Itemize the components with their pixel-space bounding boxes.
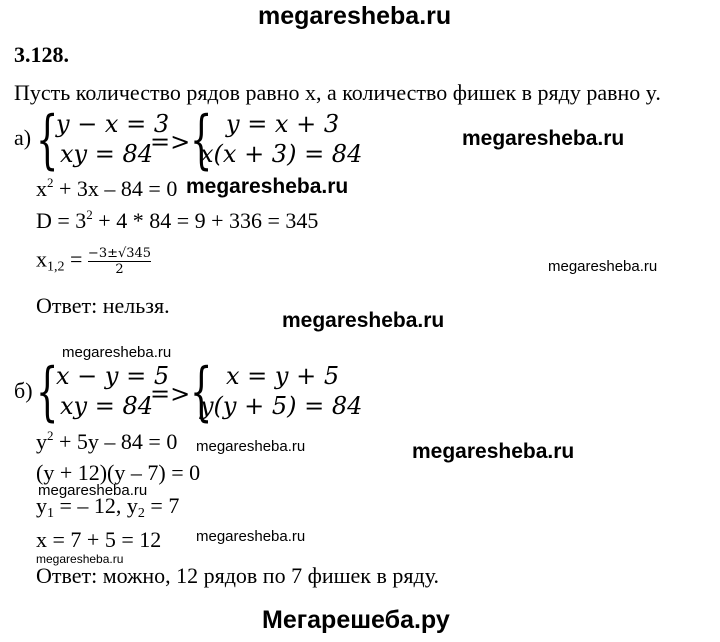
part-b-roots-var1: y bbox=[36, 493, 47, 518]
watermark-part-a-small: megaresheba.ru bbox=[548, 258, 658, 275]
part-b-roots-sub1: 1 bbox=[47, 506, 54, 521]
part-b-x-value: x = 7 + 5 = 12 bbox=[36, 527, 162, 552]
watermark-center: megaresheba.ru bbox=[282, 309, 445, 332]
problem-intro: Пусть количество рядов равно x, а количество фишек в ряду равно y. bbox=[14, 80, 661, 105]
part-a-discriminant-rest: + 4 * 84 = 9 + 336 = 345 bbox=[92, 208, 319, 233]
part-b-quadratic-exp: 2 bbox=[47, 428, 54, 443]
part-b-system1-brace: { bbox=[36, 355, 59, 429]
part-b-roots-end: = 7 bbox=[144, 493, 180, 518]
part-b-factored: (y + 12)(y – 7) = 0 bbox=[36, 460, 201, 485]
part-a-system2-top: y = x + 3 bbox=[226, 110, 340, 138]
part-a-implies-arrow: => bbox=[150, 128, 191, 156]
part-a-roots-numerator: −3±√345 bbox=[87, 246, 152, 261]
part-a-roots-sub: 1,2 bbox=[47, 259, 65, 275]
part-a-system2-brace: { bbox=[190, 103, 213, 177]
part-b-answer: Ответ: можно, 12 рядов по 7 фишек в ряду. bbox=[36, 563, 439, 588]
watermark-part-b-left: megaresheba.ru bbox=[38, 482, 148, 499]
part-a-label: а) bbox=[14, 125, 32, 150]
part-b-system1-bottom: xy = 84 bbox=[60, 392, 153, 420]
part-b-label: б) bbox=[14, 378, 33, 403]
watermark-part-b-tiny: megaresheba.ru bbox=[36, 552, 124, 566]
header-watermark: megaresheba.ru bbox=[258, 2, 452, 30]
part-a-quadratic-var: x bbox=[36, 176, 47, 201]
part-a-discriminant bbox=[36, 207, 318, 234]
part-a-system1-brace: { bbox=[36, 103, 59, 177]
watermark-part-a-inline: megaresheba.ru bbox=[186, 175, 349, 198]
part-a-roots-eq: = bbox=[64, 246, 88, 272]
part-a-system1-bottom: xy = 84 bbox=[60, 140, 153, 168]
part-a-roots bbox=[36, 246, 151, 277]
part-b-implies-arrow: => bbox=[150, 380, 191, 408]
part-b-quadratic-rest: + 5y – 84 = 0 bbox=[53, 429, 178, 454]
part-b-roots-mid: = – 12, y bbox=[54, 493, 138, 518]
part-a-roots-denominator: 2 bbox=[115, 262, 124, 277]
footer-watermark: Мегарешеба.ру bbox=[262, 606, 450, 634]
part-a-system2-bottom: x(x + 3) = 84 bbox=[200, 140, 363, 168]
part-b-system2-brace: { bbox=[190, 355, 213, 429]
watermark-part-b-right: megaresheba.ru bbox=[412, 440, 575, 463]
part-a-quadratic-rest: + 3x – 84 = 0 bbox=[53, 176, 178, 201]
part-a-quadratic-exp: 2 bbox=[47, 175, 54, 190]
watermark-part-a-right: megaresheba.ru bbox=[462, 127, 625, 150]
part-b-system1-top: x − y = 5 bbox=[56, 362, 170, 390]
part-a-system1-top: y − x = 3 bbox=[56, 110, 170, 138]
part-b-system2-bottom: y(y + 5) = 84 bbox=[200, 392, 363, 420]
watermark-part-b-top: megaresheba.ru bbox=[62, 344, 172, 361]
part-a-quadratic bbox=[36, 175, 177, 202]
part-a-roots-var: x bbox=[36, 246, 47, 272]
problem-number: 3.128. bbox=[14, 42, 69, 67]
part-a-discriminant-exp: 2 bbox=[86, 207, 93, 222]
part-a-answer: Ответ: нельзя. bbox=[36, 293, 170, 318]
watermark-part-b-inline: megaresheba.ru bbox=[196, 438, 306, 455]
part-b-quadratic-var: y bbox=[36, 429, 47, 454]
part-b-roots-sub2: 2 bbox=[137, 506, 145, 521]
part-b-roots bbox=[36, 493, 179, 522]
part-b-system2-top: x = y + 5 bbox=[226, 362, 340, 390]
part-a-discriminant-start: D = 3 bbox=[36, 208, 87, 233]
part-a-roots-fraction bbox=[88, 246, 151, 277]
part-b-quadratic bbox=[36, 428, 177, 455]
watermark-part-b-row5: megaresheba.ru bbox=[196, 528, 306, 545]
